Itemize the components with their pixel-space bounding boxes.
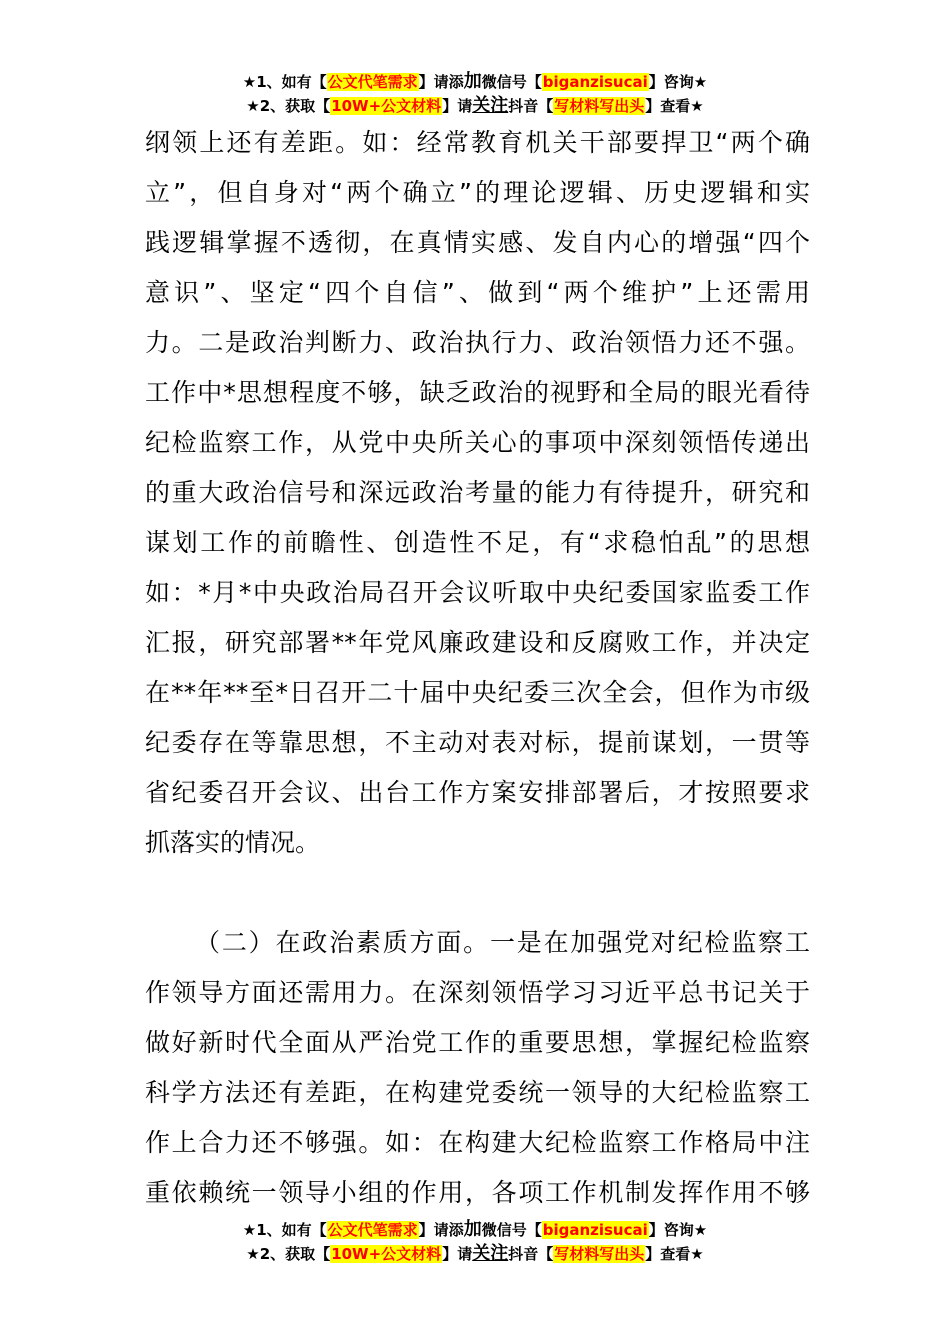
- text-line: 力。二是政治判断力、政治执行力、政治领悟力还不强。: [145, 328, 810, 357]
- banner-text: 】请添: [418, 73, 464, 91]
- banner-line-1: [0, 70, 950, 94]
- banner-text: 】查看★: [645, 1245, 704, 1263]
- banner-highlight: 10W+公文材料: [331, 1245, 442, 1263]
- banner-text: ★2、获取【: [246, 1245, 331, 1263]
- text-line: 如：*月*中央政治局召开会议听取中央纪委国家监委工作: [145, 578, 810, 607]
- text-line: 汇报，研究部署**年党风廉政建设和反腐败工作，并决定: [145, 628, 810, 657]
- text-line: 省纪委召开会议、出台工作方案安排部署后，才按照要求: [145, 778, 810, 807]
- banner-text: 加: [463, 1219, 482, 1240]
- banner-text: ★1、如有【: [242, 73, 327, 91]
- banner-text: 抖音【: [508, 1245, 554, 1263]
- banner-line-2: [0, 94, 950, 118]
- paragraph-continued: [145, 118, 810, 868]
- text-line: 重依赖统一领导小组的作用，各项工作机制发挥作用不够: [145, 1178, 810, 1207]
- banner-text: 微信号【: [481, 1221, 542, 1239]
- text-line: （二）在政治素质方面。一是在加强党对纪检监察工: [195, 928, 810, 957]
- douyin-highlight: 写材料写出头: [554, 97, 645, 115]
- header-banner: [0, 70, 950, 118]
- text-line: 做好新时代全面从严治党工作的重要思想，掌握纪检监察: [145, 1028, 810, 1057]
- wechat-id-highlight: biganzisucai: [542, 1221, 648, 1239]
- footer-banner: [0, 1218, 950, 1266]
- banner-line-2: [0, 1242, 950, 1266]
- banner-text: 】咨询★: [648, 1221, 708, 1239]
- text-line: 抓落实的情况。: [145, 828, 321, 857]
- banner-text: 】请添: [418, 1221, 464, 1239]
- banner-text: 】查看★: [645, 97, 704, 115]
- wechat-id-highlight: biganzisucai: [542, 73, 648, 91]
- banner-text: 抖音【: [508, 97, 554, 115]
- text-line: 工作中*思想程度不够，缺乏政治的视野和全局的眼光看待: [145, 378, 810, 407]
- text-line: 纪检监察工作，从党中央所关心的事项中深刻领悟传递出: [145, 428, 810, 457]
- text-line: 在**年**至*日召开二十届中央纪委三次全会，但作为市级: [145, 678, 810, 707]
- paragraph-political-quality: [145, 918, 810, 1218]
- text-line: 立”，但自身对“两个确立”的理论逻辑、历史逻辑和实: [145, 178, 810, 207]
- banner-line-1: [0, 1218, 950, 1242]
- banner-text: 】请: [442, 1245, 473, 1263]
- banner-highlight: 公文代笔需求: [327, 1221, 418, 1239]
- text-line: 科学方法还有差距，在构建党委统一领导的大纪检监察工: [145, 1078, 810, 1107]
- banner-text: 关注: [472, 1243, 509, 1264]
- text-line: 作领导方面还需用力。在深刻领悟学习习近平总书记关于: [145, 978, 810, 1007]
- banner-text: 】咨询★: [648, 73, 708, 91]
- paragraph-gap: [145, 868, 810, 918]
- banner-highlight: 10W+公文材料: [331, 97, 442, 115]
- text-line: 作上合力还不够强。如：在构建大纪检监察工作格局中注: [145, 1128, 810, 1157]
- banner-text: 加: [463, 71, 482, 92]
- text-line: 践逻辑掌握不透彻，在真情实感、发自内心的增强“四个: [145, 228, 810, 257]
- banner-text: ★1、如有【: [242, 1221, 327, 1239]
- banner-text: 微信号【: [481, 73, 542, 91]
- text-line: 纪委存在等靠思想，不主动对表对标，提前谋划，一贯等: [145, 728, 810, 757]
- text-line: 意识”、坚定“四个自信”、做到“两个维护”上还需用: [145, 278, 810, 307]
- douyin-highlight: 写材料写出头: [554, 1245, 645, 1263]
- banner-text: 关注: [472, 95, 509, 116]
- banner-text: ★2、获取【: [246, 97, 331, 115]
- document-body: [145, 118, 810, 1218]
- text-line: 的重大政治信号和深远政治考量的能力有待提升，研究和: [145, 478, 810, 507]
- text-line: 纲领上还有差距。如：经常教育机关干部要捍卫“两个确: [145, 128, 810, 157]
- banner-highlight: 公文代笔需求: [327, 73, 418, 91]
- text-line: 谋划工作的前瞻性、创造性不足，有“求稳怕乱”的思想: [145, 528, 810, 557]
- banner-text: 】请: [442, 97, 473, 115]
